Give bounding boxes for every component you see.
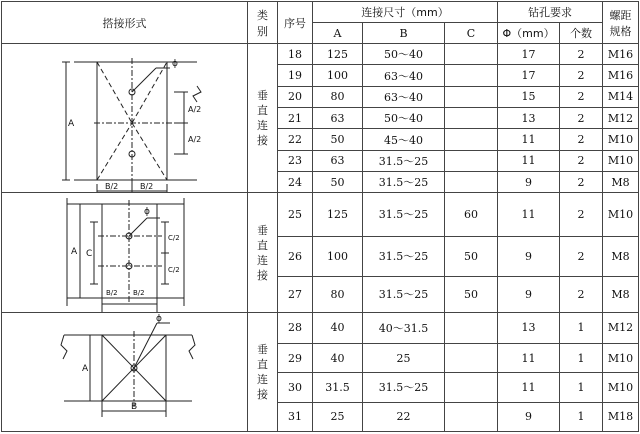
diagram-two-hole-offset [2, 194, 248, 312]
cell-bolt: M10 [603, 373, 639, 402]
diagram-2-phi-label: ϕ [144, 206, 150, 217]
cell-b: 40～31.5 [363, 312, 445, 343]
diagram-1-a-label: A [68, 119, 75, 130]
cell-dia: 9 [498, 236, 560, 276]
cell-a: 50 [313, 172, 363, 193]
bolt-connection-table [1, 1, 639, 432]
cell-count: 2 [560, 150, 603, 171]
table-row [2, 44, 639, 65]
cell-a: 63 [313, 108, 363, 129]
cell-seq: 22 [278, 129, 313, 150]
cell-dia: 17 [498, 65, 560, 86]
cell-bolt: M10 [603, 129, 639, 150]
cell-dia: 9 [498, 276, 560, 312]
category-cell-2: 垂 直 连 接 [248, 193, 278, 312]
cell-c [445, 312, 498, 343]
cell-bolt: M10 [603, 343, 639, 372]
cell-b: 50～40 [363, 108, 445, 129]
cell-a: 40 [313, 312, 363, 343]
cell-seq: 21 [278, 108, 313, 129]
diagram-2-a-label: A [71, 246, 78, 257]
cell-seq: 27 [278, 276, 313, 312]
cell-c [445, 129, 498, 150]
cell-seq: 30 [278, 373, 313, 402]
diagram-2-c-half-top-label: C/2 [168, 233, 180, 242]
cell-dia: 11 [498, 373, 560, 402]
cell-a: 31.5 [313, 373, 363, 402]
diagram-3-b-label: B [131, 401, 138, 412]
cell-c [445, 343, 498, 372]
cell-b: 45～40 [363, 129, 445, 150]
header-dia: Φ（mm） [498, 23, 560, 44]
cell-bolt: M8 [603, 172, 639, 193]
cell-count: 2 [560, 86, 603, 107]
header-b: B [363, 23, 445, 44]
cell-c [445, 402, 498, 431]
cell-c: 50 [445, 276, 498, 312]
table-row [2, 312, 639, 343]
cell-bolt: M12 [603, 312, 639, 343]
cell-dia: 11 [498, 150, 560, 171]
cell-dia: 17 [498, 44, 560, 65]
cell-bolt: M8 [603, 276, 639, 312]
diagram-1-phi-label: ϕ [172, 59, 178, 70]
cell-seq: 19 [278, 65, 313, 86]
table-row [2, 193, 639, 236]
cell-seq: 26 [278, 236, 313, 276]
cell-count: 2 [560, 108, 603, 129]
cell-a: 125 [313, 44, 363, 65]
cell-bolt: M8 [603, 236, 639, 276]
cell-dia: 11 [498, 129, 560, 150]
cell-a: 100 [313, 236, 363, 276]
cell-c [445, 150, 498, 171]
cell-dia: 13 [498, 312, 560, 343]
header-form: 搭接形式 [2, 2, 248, 44]
diagram-2-c-label: C [86, 248, 93, 259]
cell-c [445, 44, 498, 65]
cell-dia: 13 [498, 108, 560, 129]
cell-seq: 20 [278, 86, 313, 107]
cell-count: 2 [560, 236, 603, 276]
cell-c [445, 65, 498, 86]
drawing-cell-2 [2, 193, 248, 312]
cell-dia: 9 [498, 172, 560, 193]
diagram-2-b-half-left-label: B/2 [106, 288, 118, 297]
diagram-1-b-half-left-label: B/2 [105, 182, 119, 192]
header-size: 连接尺寸（mm） [313, 2, 498, 23]
diagram-2-b-half-right-label: B/2 [133, 288, 145, 297]
cell-count: 2 [560, 129, 603, 150]
cell-count: 1 [560, 343, 603, 372]
diagram-1-a-half-top-label: A/2 [188, 105, 202, 115]
cell-b: 50～40 [363, 44, 445, 65]
cell-b: 31.5～25 [363, 193, 445, 236]
diagram-two-hole-vertical [2, 44, 248, 192]
cell-count: 2 [560, 193, 603, 236]
cell-seq: 31 [278, 402, 313, 431]
cell-seq: 24 [278, 172, 313, 193]
cell-c [445, 86, 498, 107]
header-count: 个数 [560, 23, 603, 44]
cell-bolt: M12 [603, 108, 639, 129]
category-cell-3: 垂 直 连 接 [248, 312, 278, 431]
cell-a: 100 [313, 65, 363, 86]
header-category: 类 别 [248, 2, 278, 44]
cell-bolt: M14 [603, 86, 639, 107]
header-a: A [313, 23, 363, 44]
header-seq: 序号 [278, 2, 313, 44]
cell-count: 1 [560, 312, 603, 343]
cell-b: 31.5～25 [363, 236, 445, 276]
cell-count: 1 [560, 402, 603, 431]
cell-count: 1 [560, 373, 603, 402]
diagram-1-b-half-right-label: B/2 [140, 182, 154, 192]
cell-b: 31.5～25 [363, 150, 445, 171]
cell-count: 2 [560, 44, 603, 65]
cell-b: 25 [363, 343, 445, 372]
header-bolt: 螺距 规格 [603, 2, 639, 44]
cell-dia: 11 [498, 343, 560, 372]
header-drill: 钻孔要求 [498, 2, 603, 23]
cell-a: 80 [313, 86, 363, 107]
cell-c [445, 108, 498, 129]
cell-seq: 23 [278, 150, 313, 171]
cell-bolt: M16 [603, 65, 639, 86]
cell-dia: 11 [498, 193, 560, 236]
header-c: C [445, 23, 498, 44]
cell-c: 50 [445, 236, 498, 276]
diagram-3-phi-label: ϕ [156, 313, 162, 324]
diagram-1-a-half-bottom-label: A/2 [188, 135, 202, 145]
cell-count: 2 [560, 172, 603, 193]
cell-c [445, 172, 498, 193]
cell-a: 40 [313, 343, 363, 372]
cell-a: 125 [313, 193, 363, 236]
drawing-cell-3 [2, 312, 248, 431]
cell-a: 63 [313, 150, 363, 171]
cell-count: 2 [560, 276, 603, 312]
drawing-cell-1 [2, 44, 248, 193]
cell-b: 31.5～25 [363, 276, 445, 312]
cell-seq: 18 [278, 44, 313, 65]
cell-b: 31.5～25 [363, 373, 445, 402]
diagram-single-hole [2, 313, 248, 431]
cell-count: 2 [560, 65, 603, 86]
cell-bolt: M16 [603, 44, 639, 65]
cell-a: 50 [313, 129, 363, 150]
cell-bolt: M18 [603, 402, 639, 431]
cell-dia: 15 [498, 86, 560, 107]
cell-c [445, 373, 498, 402]
cell-bolt: M10 [603, 193, 639, 236]
diagram-2-c-half-bottom-label: C/2 [168, 265, 180, 274]
cell-seq: 25 [278, 193, 313, 236]
diagram-3-a-label: A [82, 363, 89, 374]
category-cell-1: 垂 直 连 接 [248, 44, 278, 193]
cell-c: 60 [445, 193, 498, 236]
cell-a: 25 [313, 402, 363, 431]
cell-seq: 28 [278, 312, 313, 343]
cell-dia: 9 [498, 402, 560, 431]
cell-b: 63～40 [363, 86, 445, 107]
cell-bolt: M10 [603, 150, 639, 171]
cell-b: 63～40 [363, 65, 445, 86]
cell-b: 31.5～25 [363, 172, 445, 193]
cell-a: 80 [313, 276, 363, 312]
cell-seq: 29 [278, 343, 313, 372]
cell-b: 22 [363, 402, 445, 431]
